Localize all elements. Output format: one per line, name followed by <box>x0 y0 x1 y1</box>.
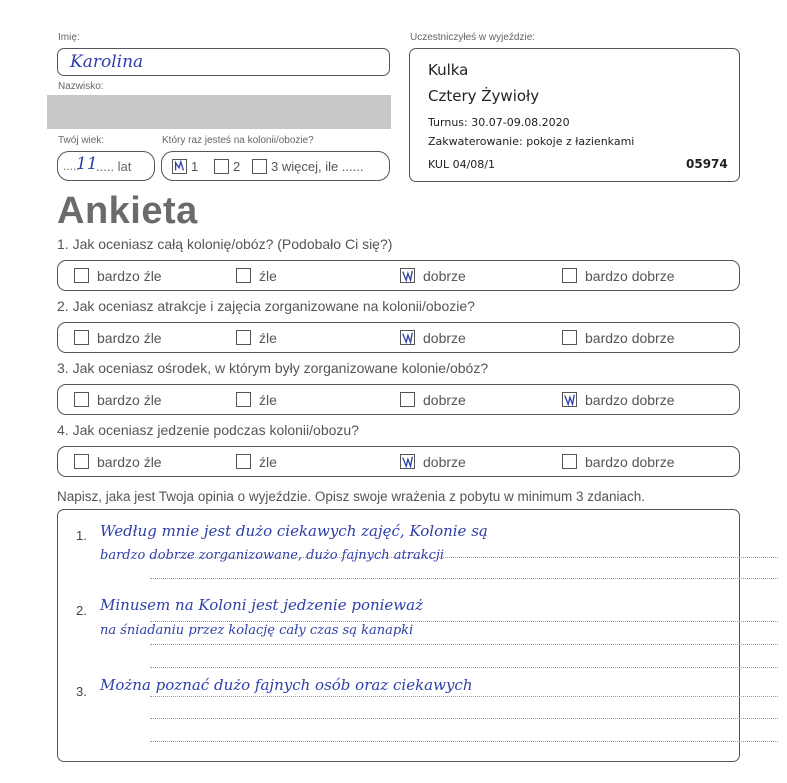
surname-label: Nazwisko: <box>58 81 104 92</box>
rating-option-label: dobrze <box>423 391 466 408</box>
trip-turnus <box>428 116 570 129</box>
writing-line <box>150 644 778 645</box>
question-2-text: 2. Jak oceniasz atrakcje i zajęcia zorganizowane na kolonii/obozie? <box>57 298 475 314</box>
question-4-option-4[interactable] <box>562 447 675 476</box>
question-4-option-3[interactable] <box>400 447 466 476</box>
times-checkbox-1[interactable] <box>172 159 187 174</box>
age-value: 11 <box>76 154 98 174</box>
question-1-text: 1. Jak oceniasz całą kolonię/obóz? (Podobało Ci się?) <box>57 236 393 252</box>
name-value: Karolina <box>70 52 144 72</box>
trip-number: 05974 <box>686 157 728 171</box>
question-1-option-3[interactable] <box>400 261 466 290</box>
rating-option-label: bardzo dobrze <box>585 329 675 346</box>
times-option-label-2: 2 <box>233 159 241 174</box>
times-option-1[interactable] <box>172 159 198 174</box>
rating-checkbox[interactable] <box>400 330 415 345</box>
rating-option-label: źle <box>259 453 277 470</box>
turnus-value: 30.07-09.08.2020 <box>471 116 570 129</box>
answer-number-2: 2. <box>76 603 87 618</box>
rating-checkbox[interactable] <box>400 268 415 283</box>
question-2-options <box>57 322 740 353</box>
check-mark-icon <box>173 160 186 173</box>
question-2-option-2[interactable] <box>236 323 277 352</box>
question-2-option-1[interactable] <box>74 323 162 352</box>
times-label: Który raz jesteś na kolonii/obozie? <box>162 135 314 146</box>
rating-option-label: dobrze <box>423 267 466 284</box>
rating-option-label: źle <box>259 267 277 284</box>
rating-checkbox[interactable] <box>74 330 89 345</box>
writing-line <box>150 578 778 579</box>
check-mark-icon <box>401 455 414 468</box>
age-field[interactable] <box>57 151 155 181</box>
rating-checkbox[interactable] <box>236 330 251 345</box>
question-3-option-1[interactable] <box>74 385 162 414</box>
rating-option-label: dobrze <box>423 453 466 470</box>
participant-label: Uczestniczyłeś w wyjeździe: <box>410 32 536 43</box>
question-4-option-2[interactable] <box>236 447 277 476</box>
question-3-text: 3. Jak oceniasz ośrodek, w którym były zorganizowane kolonie/obóz? <box>57 360 489 376</box>
page-title: Ankieta <box>57 190 198 232</box>
rating-checkbox[interactable] <box>400 454 415 469</box>
name-field[interactable] <box>57 48 390 76</box>
writing-line <box>150 718 778 719</box>
question-3-options <box>57 384 740 415</box>
rating-option-label: dobrze <box>423 329 466 346</box>
accommodation-value: pokoje z łazienkami <box>526 135 635 148</box>
turnus-label: Turnus: <box>428 116 468 129</box>
rating-option-label: bardzo źle <box>97 391 162 408</box>
question-2-option-3[interactable] <box>400 323 466 352</box>
opinion-prompt: Napisz, jaka jest Twoja opinia o wyjeździe. Opisz swoje wrażenia z pobytu w minimum 3 zdaniach. <box>57 489 646 504</box>
rating-option-label: bardzo dobrze <box>585 267 675 284</box>
question-4-options <box>57 446 740 477</box>
rating-checkbox[interactable] <box>562 392 577 407</box>
opinion-box[interactable] <box>57 509 740 762</box>
times-option-3[interactable] <box>252 159 363 174</box>
question-4-text: 4. Jak oceniasz jedzenie podczas kolonii/obozu? <box>57 422 359 438</box>
rating-checkbox[interactable] <box>562 330 577 345</box>
accommodation-label: Zakwaterowanie: <box>428 135 523 148</box>
times-option-label-3: 3 więcej, ile ...... <box>271 159 364 174</box>
question-3-option-2[interactable] <box>236 385 277 414</box>
answer-number-3: 3. <box>76 684 87 699</box>
rating-option-label: bardzo źle <box>97 267 162 284</box>
rating-checkbox[interactable] <box>74 392 89 407</box>
writing-line <box>150 621 778 622</box>
trip-name: Kulka <box>428 61 469 79</box>
answer-2-line-2: na śniadaniu przez kolację cały czas są kanapki <box>100 623 414 638</box>
rating-option-label: bardzo źle <box>97 453 162 470</box>
surname-redacted-field <box>47 95 391 129</box>
check-mark-icon <box>401 269 414 282</box>
trip-program: Cztery Żywioły <box>428 87 540 105</box>
question-1-option-4[interactable] <box>562 261 675 290</box>
question-2-option-4[interactable] <box>562 323 675 352</box>
times-option-label-1: 1 <box>191 159 199 174</box>
rating-checkbox[interactable] <box>74 454 89 469</box>
writing-line <box>150 667 778 668</box>
question-1-option-2[interactable] <box>236 261 277 290</box>
answer-number-1: 1. <box>76 528 87 543</box>
check-mark-icon <box>401 331 414 344</box>
question-3-option-4[interactable] <box>562 385 675 414</box>
rating-checkbox[interactable] <box>74 268 89 283</box>
rating-option-label: bardzo dobrze <box>585 453 675 470</box>
question-1-options <box>57 260 740 291</box>
rating-checkbox[interactable] <box>400 392 415 407</box>
times-option-2[interactable] <box>214 159 240 174</box>
writing-line <box>150 741 778 742</box>
rating-option-label: bardzo źle <box>97 329 162 346</box>
rating-option-label: źle <box>259 391 277 408</box>
rating-checkbox[interactable] <box>236 268 251 283</box>
answer-1-line-2: bardzo dobrze zorganizowane, dużo fajnych atrakcji <box>100 548 445 563</box>
age-suffix: ..... lat <box>96 159 132 174</box>
writing-line <box>150 696 778 697</box>
age-prefix: ..... <box>63 159 80 173</box>
question-3-option-3[interactable] <box>400 385 466 414</box>
rating-checkbox[interactable] <box>562 454 577 469</box>
answer-3-line-1: Można poznać dużo fajnych osób oraz ciekawych <box>100 676 473 694</box>
rating-checkbox[interactable] <box>236 454 251 469</box>
answer-2-line-1: Minusem na Koloni jest jedzenie ponieważ <box>100 596 423 614</box>
times-checkbox-2[interactable] <box>214 159 229 174</box>
rating-checkbox[interactable] <box>562 268 577 283</box>
answer-1-line-1: Według mnie jest dużo ciekawych zajęć, Kolonie są <box>100 522 488 540</box>
rating-option-label: bardzo dobrze <box>585 391 675 408</box>
trip-info-box <box>409 48 740 182</box>
age-label: Twój wiek: <box>58 135 105 146</box>
trip-accommodation <box>428 135 634 148</box>
times-field <box>161 151 390 181</box>
question-4-option-1[interactable] <box>74 447 162 476</box>
check-mark-icon <box>563 393 576 406</box>
trip-code: KUL 04/08/1 <box>428 158 495 171</box>
name-label: Imię: <box>58 32 80 43</box>
rating-option-label: źle <box>259 329 277 346</box>
times-checkbox-3[interactable] <box>252 159 267 174</box>
question-1-option-1[interactable] <box>74 261 162 290</box>
rating-checkbox[interactable] <box>236 392 251 407</box>
